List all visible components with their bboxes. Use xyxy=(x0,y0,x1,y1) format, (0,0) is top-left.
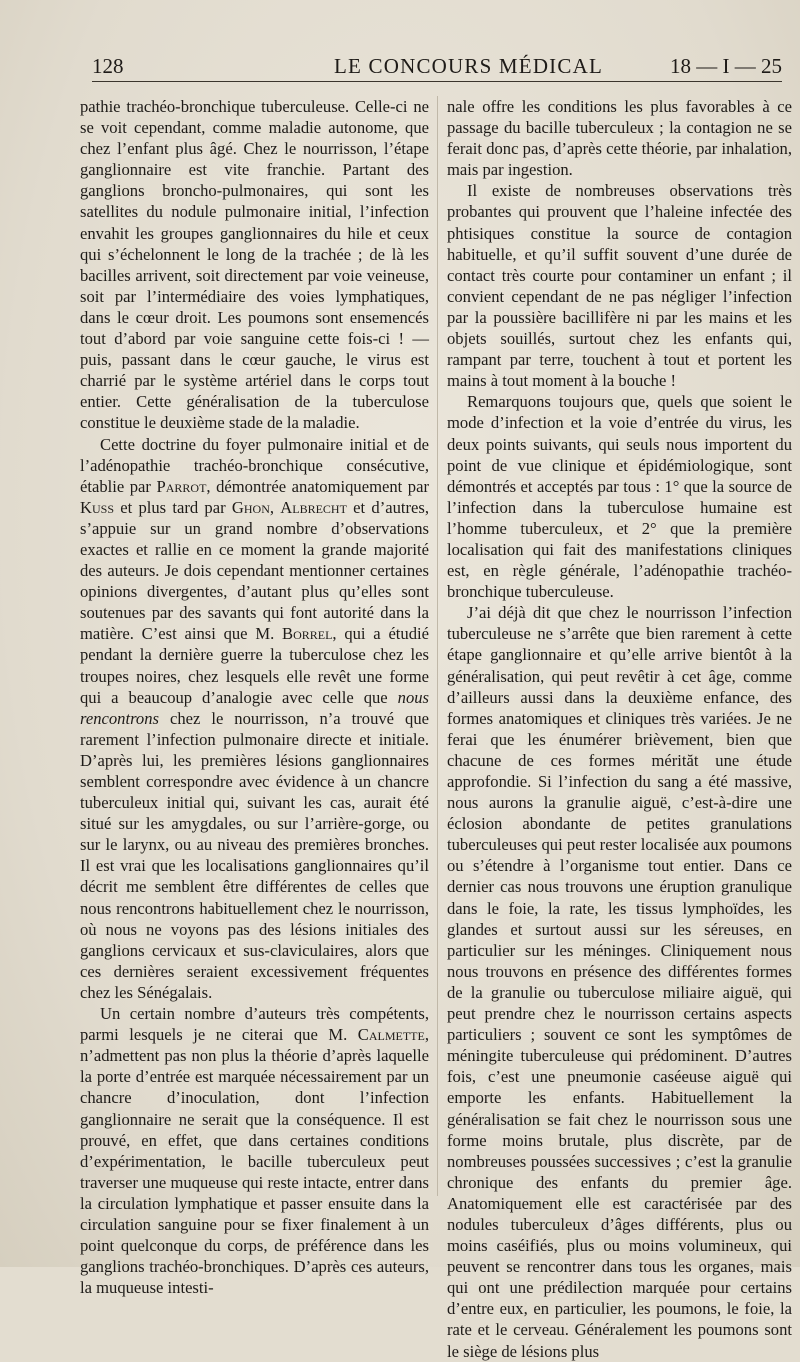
paragraph: nale offre les conditions les plus favorables à ce passage du bacille tuberculeux ; la contagion ne se ferait donc pas, d’après cette théorie, par inhalation, mais par ingestion. xyxy=(447,97,792,180)
page-number: 128 xyxy=(92,54,124,78)
author-name: Parrot xyxy=(156,476,207,496)
text-run: Cette doctrine du foyer pulmonaire initial et de l’adénopathie trachéo-bronchique consécutive, établie par xyxy=(80,434,429,496)
paragraph: Remarquons toujours que, quels que soient le mode d’infection et la voie d’entrée du virus, les deux points suivants, qui seuls nous importent du point de vue clinique et épidémiologique, sont démontrés et acceptés par tous : 1° que la source de l’infection dans la tuberculose humaine est l’homme tuberculeux, et 2° que la première localisation qui fait des manifestations cliniques est, en règle générale, l’adénopathie trachéo-bronchique tuberculeuse. xyxy=(447,392,792,602)
author-name: Borrel xyxy=(282,624,333,644)
text-run: Un certain nombre d’auteurs très compétents, parmi lesquels je ne citerai que M. xyxy=(80,1004,429,1045)
issue-date: 18 — I — 25 xyxy=(670,54,782,78)
paragraph: J’ai déjà dit que chez le nourrisson l’infection tuberculeuse ne s’arrête que bien rarement à cette étape ganglionnaire et qu’elle arrive bientôt à la généralisation, qui peut revêtir à cet âge, comme d’ailleurs aussi dans la deuxième enfance, des formes anatomiques et cliniques très variées. Je ne ferai que les énumérer brièvement, bien que chacune de ces formes mérităt une étude approfondie. Si l’infection du sang a été massive, nous aurons la granulie aiguë, c’est-à-dire une éclosion abondante de petites granulations tuberculeuses qui peut rester localisée aux poumons ou s’étendre à l’organisme tout entier. Dans ce dernier cas nous trouvons une éruption granulique dans le foie, la rate, les tissus lymphoïdes, les glandes et surtout aussi sur les séreuses, en particulier sur les méninges. Cliniquement nous nous trouvons en présence des différentes formes de la granulie ou tuberculose miliaire aiguë, qui peut prendre chez le nourrisson certains aspects particuliers ; souvent ce sont les symptômes de méningite tuberculeuse qui prédominent. D’autres fois, c’est une pneumonie caséeuse aiguë qui emporte les enfants. Habituellement la généralisation se fait chez le nourrisson sous une forme moins brutale, plus discrète, par de nombreuses poussées successives ; c’est la granulie chronique des enfants du premier âge. Anatomiquement elle est caractérisée par des nodules tuberculeux d’âges différents, plus ou moins caséifiés, plus ou moins volumineux, qui peuvent se rencontrer dans tous les organes, mais qui ont une prédilection marquée pour certains d’entre eux, en particulier, les poumons, le foie, la rate et le cerveau. Généralement les poumons sont le siège de lésions plus xyxy=(447,603,792,1361)
text-run: , démontrée anatomiquement par xyxy=(206,476,429,496)
header-rule xyxy=(92,81,782,82)
page-header xyxy=(92,50,782,82)
column-divider xyxy=(437,96,438,1196)
text-run: et plus tard par xyxy=(114,497,232,517)
right-column xyxy=(447,96,792,1361)
italic-text: nous rencontrons xyxy=(80,687,429,728)
text-run: chez le nourrisson, n’a trouvé que rarement l’infection pulmonaire directe et initiale. D’après lui, les premières lésions ganglionnaires semblent correspondre avec évidence à un chancre tuberculeux initial qui, suivant les cas, aurait été situé sur les amygdales, ou sur l’arrière-gorge, ou sur le larynx, ou au niveau des premières bronches. Il est vrai que les localisations ganglionnaires qu’il décrit me semblent être différentes de celles que nous rencontrons habituellement chez le nourrisson, où nous ne voyons pas des lésions initiales des ganglions cervicaux et sus-claviculaires, alors que ces dernières seraient excessivement fréquentes chez les Sénégalais. xyxy=(80,708,429,1002)
journal-title: LE CONCOURS MÉDICAL xyxy=(334,54,603,78)
text-run: et d’autres, s’appuie sur un grand nombre d’observations exactes et rallie en ce moment la grande majorité des auteurs. Je dois cependant mentionner certaines opinions divergentes, d’autant plus qu’elles sont soutenues par des savants qui font autorité dans la matière. C’est ainsi que M. xyxy=(80,497,429,644)
text-run: , xyxy=(269,497,281,517)
author-name: Calmette xyxy=(357,1025,425,1045)
paragraph xyxy=(80,1003,429,1298)
author-name: Kuss xyxy=(80,497,114,517)
author-name: Albrecht xyxy=(280,497,347,517)
paragraph: pathie trachéo-bronchique tuberculeuse. Celle-ci ne se voit cependant, comme maladie autonome, que chez l’enfant plus âgé. Chez le nourrisson, l’étape ganglionnaire est vite franchie. Partant des ganglions broncho-pulmonaires, qui sont les satellites du nodule pulmonaire initial, l’infection envahit les groupes ganglionnaires du hile et ceux qui s’échelonnent le long de la trachée ; de là les bacilles arrivent, soit directement par voie veineuse, soit par l’intermédiaire des voies lymphatiques, dans le cœur droit. Les poumons sont ensemencés tout d’abord par voie sanguine cette fois-ci ! — puis, passant dans le cœur gauche, le virus est charrié par le système artériel dans le corps tout entier. Cette généralisation de la tuberculose constitue le deuxième stade de la maladie. xyxy=(80,97,429,433)
paragraph xyxy=(80,434,429,1004)
left-column xyxy=(80,96,429,1298)
paragraph: Il existe de nombreuses observations très probantes qui prouvent que l’haleine infectée des phtisiques constitue la source de contagion habituelle, et qu’il suffit souvent d’une durée de contact très courte pour contaminer un enfant ; il convient cependant de ne pas négliger l’infection par la poussière bacillifère ni par les mains et les objets souillés, surtout chez les enfants qui, rampant par terre, touchent à tout et portent les mains à tout moment à la bouche ! xyxy=(447,181,792,391)
text-run: , qui a étudié pendant la dernière guerre la tuberculose chez les troupes noires, chez lesquels elle revêt une forme qui a beaucoup d’analogie avec celle que xyxy=(80,624,429,707)
author-name: Ghon xyxy=(231,497,270,517)
text-run: , n’admettent pas non plus la théorie d’après laquelle la porte d’entrée est marquée nécessairement par un chancre d’inoculation, dont l’infection ganglionnaire ne serait que la conséquence. Il est prouvé, en effet, que dans certaines conditions d’expérimentation, le bacille tuberculeux peut traverser une muqueuse qui reste intacte, entrer dans la circulation lymphatique et passer ensuite dans la circulation sanguine pour se fixer finalement à un point quelconque du corps, de préférence dans les ganglions trachéo-bronchiques. D’après ces auteurs, la muqueuse intesti- xyxy=(80,1025,429,1298)
